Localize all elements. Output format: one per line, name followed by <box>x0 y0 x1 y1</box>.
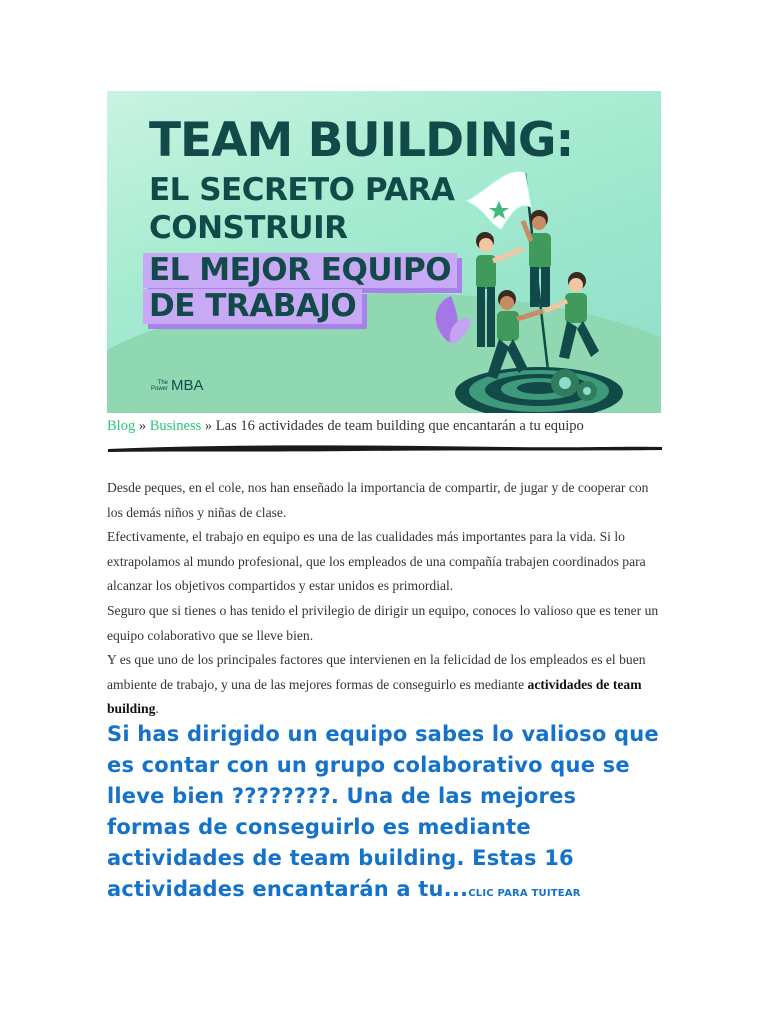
article-bold-phrase: actividades de team building <box>107 676 642 717</box>
tweet-button[interactable]: CLIC PARA TUITEAR <box>468 888 581 899</box>
breadcrumb-separator: » <box>204 418 213 434</box>
article-paragraph-end: . <box>155 701 159 717</box>
hero-subtitle-line-3: EL MEJOR EQUIPO <box>143 253 457 288</box>
article-paragraph <box>107 648 667 722</box>
breadcrumb-separator: » <box>138 418 147 434</box>
article-body <box>107 476 667 722</box>
brand-logo <box>151 377 204 394</box>
hero-subtitle-line-1: EL SECRETO PARA <box>149 172 455 208</box>
article-paragraph: Efectivamente, el trabajo en equipo es una de las cualidades más importantes para la vida. Si lo extrapolamos al mundo profesional, que los empleados de una compañía trabajen coordinados para alcanzar los objetivos compartidos y estar unidos es primordial. <box>107 529 646 594</box>
breadcrumb-link-blog[interactable]: Blog <box>107 418 136 434</box>
hero-subtitle-line-4: DE TRABAJO <box>143 289 362 324</box>
article-paragraph: Seguro que si tienes o has tenido el privilegio de dirigir un equipo, conoces lo valioso que es tener un equipo colaborativo que se lleve bien. <box>107 602 659 643</box>
article-paragraph: Desde peques, en el cole, nos han enseñado la importancia de compartir, de jugar y de cooperar con los demás niños y niñas de clase. <box>107 480 649 520</box>
hero-title: TEAM BUILDING: <box>149 113 574 168</box>
hero-subtitle-line-2: CONSTRUIR <box>149 210 348 246</box>
hero-banner <box>107 91 661 413</box>
breadcrumb-link-business[interactable]: Business <box>149 418 202 434</box>
breadcrumb-current: Las 16 actividades de team building que encantarán a tu equipo <box>215 418 584 434</box>
target-icon <box>455 367 623 413</box>
quote-text[interactable]: Si has dirigido un equipo sabes lo valioso que es contar con un grupo colaborativo que se lleve bien ????????. Una de las mejores formas de conseguirlo es mediante actividades de team building. Estas 16 actividades encantarán a tu... <box>107 722 659 901</box>
team-figures-icon <box>476 210 599 379</box>
brush-divider <box>107 442 663 454</box>
tweetable-quote[interactable] <box>107 719 667 909</box>
brand-logo-text: MBA <box>171 377 204 394</box>
article-paragraph-text: Y es que uno de los principales factores que intervienen en la felicidad de los empleados es el buen ambiente de trabajo, y una de las mejores formas de conseguirlo es mediante <box>107 652 646 692</box>
breadcrumb <box>107 418 667 435</box>
brand-logo-small: The Power <box>151 379 169 392</box>
team-illustration <box>427 161 661 413</box>
